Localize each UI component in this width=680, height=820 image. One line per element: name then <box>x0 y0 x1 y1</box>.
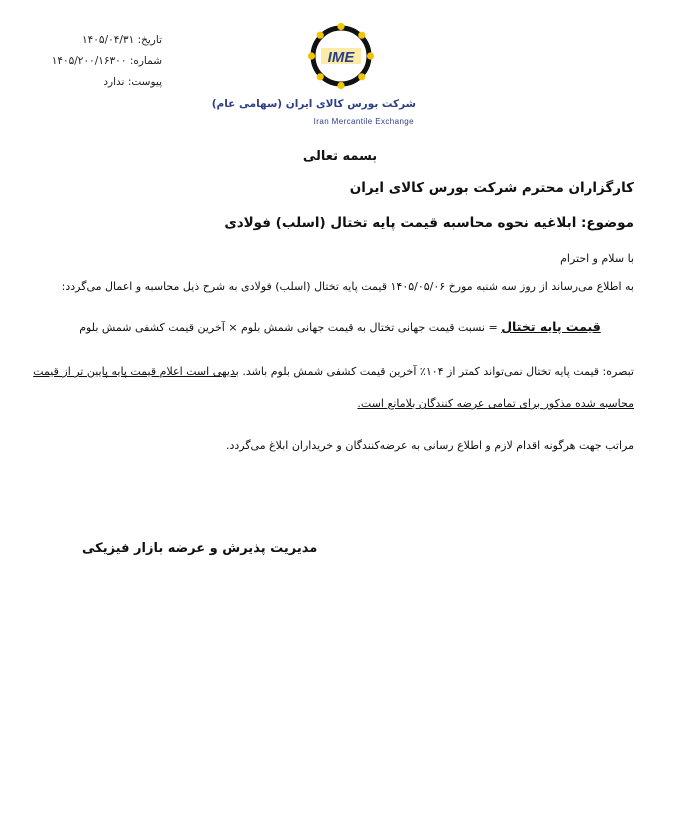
signature-line: مدیریت پذیرش و عرضه بازار فیزیکی <box>82 541 318 556</box>
logo-mark-text: IME <box>327 49 355 66</box>
attachment-row <box>62 72 162 93</box>
date-label: تاریخ: <box>137 34 162 46</box>
recipient-line: کارگزاران محترم شرکت بورس کالای ایران <box>349 180 634 196</box>
closing-paragraph: مراتب جهت هرگونه اقدام لازم و اطلاع رسانی به عرضه‌کنندگان و خریداران ابلاغ می‌گردد. <box>225 439 634 452</box>
letter-meta <box>51 30 162 93</box>
company-name-fa: شرکت بورس کالای ایران (سهامی عام) <box>211 98 416 110</box>
basmala-heading: بسمه تعالی <box>302 149 378 164</box>
number-row <box>51 51 162 72</box>
formula-term: قیمت پایه تختال <box>501 319 601 334</box>
greeting-line: با سلام و احترام <box>560 252 634 265</box>
number-label: شماره: <box>129 55 162 67</box>
note-underlined-text-1: بدیهی است اعلام قیمت پایه پایین تر از قیمت <box>33 365 239 378</box>
subject-line: موضوع: ابلاغیه نحوه محاسبه قیمت پایه تختال (اسلب) فولادی <box>224 215 634 231</box>
company-name-en: Iran Mercantile Exchange <box>313 117 414 126</box>
formula-line <box>0 319 680 334</box>
company-logo <box>211 22 422 132</box>
note-line-1 <box>33 365 634 378</box>
ime-logo-mark <box>307 22 375 90</box>
attachment-value: ندارد <box>103 76 125 88</box>
date-row <box>62 30 162 51</box>
note-underlined-text-2: محاسبه شده مذکور برای تمامی عرضه کنندگان بلامانع است. <box>357 397 634 410</box>
formula-definition: = نسبت قیمت جهانی تختال به قیمت جهانی شمش بلوم × آخرین قیمت کشفی شمش بلوم <box>79 321 502 334</box>
note-line-2 <box>357 397 634 410</box>
attachment-label: پیوست: <box>127 76 162 88</box>
note-plain-text: تبصره: قیمت پایه تختال نمی‌تواند کمتر از ۱۰۴٪ آخرین قیمت کشفی شمش بلوم باشد. <box>238 365 634 378</box>
number-value: ۱۴۰۵/۲۰۰/۱۶۳۰۰ <box>51 55 127 67</box>
announcement-paragraph: به اطلاع می‌رساند از روز سه شنبه مورخ ۱۴۰۵/۰۵/۰۶ قیمت پایه تختال (اسلب) فولادی به شرح ذیل محاسبه و اعمال می‌گردد: <box>61 280 634 293</box>
date-value: ۱۴۰۵/۰۴/۳۱ <box>82 34 135 46</box>
